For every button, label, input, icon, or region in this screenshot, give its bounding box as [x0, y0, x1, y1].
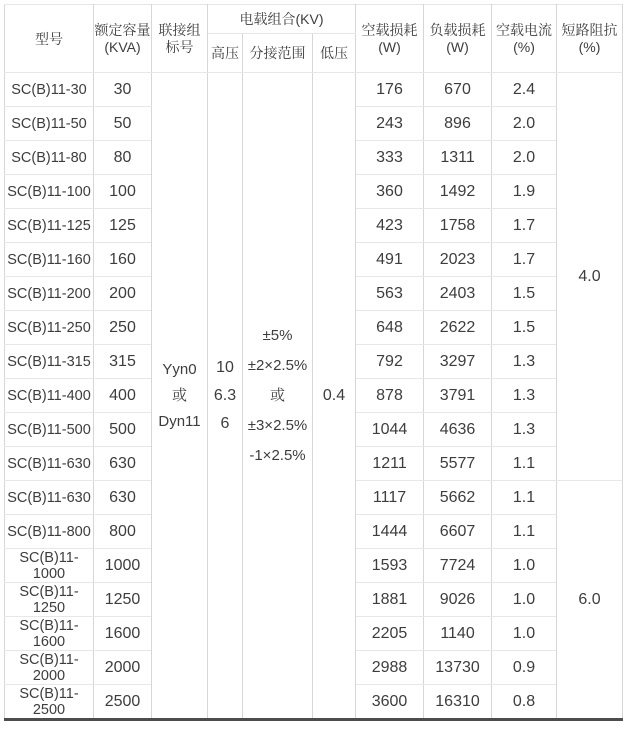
cell-no-load-current: 1.3 [492, 379, 557, 413]
cell-load-loss: 6607 [424, 515, 492, 549]
cell-load-loss: 3297 [424, 345, 492, 379]
cell-no-load-loss: 1211 [356, 447, 424, 481]
cell-model: SC(B)11-500 [5, 413, 94, 447]
cell-impedance-group2-merged: 6.0 [557, 481, 623, 720]
cell-no-load-loss: 648 [356, 311, 424, 345]
cell-capacity: 500 [94, 413, 152, 447]
header-tap-range: 分接范围 [243, 34, 313, 73]
cell-capacity: 630 [94, 447, 152, 481]
cell-tap-range-merged-line-4: ±3×2.5% [247, 416, 308, 434]
header-hv: 高压 [208, 34, 243, 73]
header-connection-line2: 标号 [165, 38, 194, 55]
cell-load-loss: 9026 [424, 583, 492, 617]
cell-no-load-loss: 878 [356, 379, 424, 413]
cell-load-loss: 1140 [424, 617, 492, 651]
header-impedance-line2: (%) [578, 38, 601, 55]
header-capacity-line2: (KVA) [104, 38, 141, 55]
cell-load-loss: 7724 [424, 549, 492, 583]
cell-no-load-loss: 176 [356, 73, 424, 107]
cell-load-loss: 1311 [424, 141, 492, 175]
cell-tap-range-merged-line-5: -1×2.5% [249, 446, 306, 464]
cell-no-load-loss: 3600 [356, 685, 424, 720]
header-no-load-current-line2: (%) [513, 38, 535, 55]
cell-hv-merged-line-3: 6 [220, 414, 230, 432]
cell-tap-range-merged [243, 73, 313, 720]
cell-load-loss: 2023 [424, 243, 492, 277]
cell-no-load-loss: 2205 [356, 617, 424, 651]
cell-no-load-loss: 243 [356, 107, 424, 141]
cell-no-load-loss: 1117 [356, 481, 424, 515]
header-load-loss [424, 5, 492, 73]
header-capacity-line1: 额定容量 [94, 21, 151, 38]
cell-load-loss: 670 [424, 73, 492, 107]
header-no-load-loss-line2: (W) [378, 38, 401, 55]
cell-model: SC(B)11-125 [5, 209, 94, 243]
cell-capacity: 800 [94, 515, 152, 549]
cell-capacity: 80 [94, 141, 152, 175]
header-no-load-loss [356, 5, 424, 73]
cell-model: SC(B)11-80 [5, 141, 94, 175]
cell-no-load-loss: 792 [356, 345, 424, 379]
cell-no-load-current: 1.9 [492, 175, 557, 209]
cell-model: SC(B)11-1250 [5, 583, 94, 617]
cell-no-load-loss: 1444 [356, 515, 424, 549]
header-capacity [94, 5, 152, 73]
cell-impedance-group1-merged: 4.0 [557, 73, 623, 481]
cell-no-load-current: 1.7 [492, 243, 557, 277]
cell-no-load-loss: 423 [356, 209, 424, 243]
cell-lv-merged: 0.4 [313, 73, 356, 720]
cell-no-load-current: 1.0 [492, 549, 557, 583]
header-load-loss-line2: (W) [446, 38, 469, 55]
cell-capacity: 400 [94, 379, 152, 413]
header-load-loss-line1: 负载损耗 [429, 21, 486, 38]
cell-load-loss: 1758 [424, 209, 492, 243]
cell-tap-range-merged-line-1: ±5% [262, 326, 293, 344]
cell-no-load-loss: 563 [356, 277, 424, 311]
cell-capacity: 1600 [94, 617, 152, 651]
cell-capacity: 2500 [94, 685, 152, 720]
cell-no-load-loss: 1593 [356, 549, 424, 583]
header-no-load-current [492, 5, 557, 73]
cell-model: SC(B)11-630 [5, 481, 94, 515]
header-model: 型号 [5, 5, 94, 73]
cell-no-load-loss: 1881 [356, 583, 424, 617]
cell-connection-group-merged-line-1: Yyn0 [162, 360, 197, 378]
cell-capacity: 250 [94, 311, 152, 345]
cell-no-load-loss: 360 [356, 175, 424, 209]
cell-model: SC(B)11-50 [5, 107, 94, 141]
cell-load-loss: 2403 [424, 277, 492, 311]
cell-load-loss: 2622 [424, 311, 492, 345]
cell-tap-range-merged-line-3: 或 [269, 386, 285, 404]
cell-model: SC(B)11-250 [5, 311, 94, 345]
cell-model: SC(B)11-400 [5, 379, 94, 413]
cell-model: SC(B)11-1000 [5, 549, 94, 583]
cell-no-load-current: 1.1 [492, 447, 557, 481]
cell-model: SC(B)11-30 [5, 73, 94, 107]
cell-no-load-current: 1.0 [492, 583, 557, 617]
cell-connection-group-merged-line-2: 或 [171, 386, 187, 404]
header-no-load-loss-line1: 空载损耗 [361, 21, 418, 38]
cell-hv-merged-line-2: 6.3 [213, 386, 237, 404]
cell-no-load-loss: 2988 [356, 651, 424, 685]
cell-capacity: 125 [94, 209, 152, 243]
cell-capacity: 200 [94, 277, 152, 311]
cell-load-loss: 1492 [424, 175, 492, 209]
cell-no-load-current: 1.3 [492, 413, 557, 447]
cell-capacity: 315 [94, 345, 152, 379]
cell-model: SC(B)11-160 [5, 243, 94, 277]
cell-no-load-current: 2.0 [492, 107, 557, 141]
cell-model: SC(B)11-100 [5, 175, 94, 209]
cell-hv-merged [208, 73, 243, 720]
header-connection-line1: 联接组 [158, 21, 201, 38]
cell-no-load-current: 1.5 [492, 277, 557, 311]
cell-hv-merged-line-1: 10 [216, 358, 234, 376]
cell-capacity: 1000 [94, 549, 152, 583]
cell-capacity: 160 [94, 243, 152, 277]
cell-connection-group-merged [152, 73, 208, 720]
cell-model: SC(B)11-315 [5, 345, 94, 379]
header-no-load-current-line1: 空载电流 [496, 21, 553, 38]
cell-no-load-current: 2.0 [492, 141, 557, 175]
cell-capacity: 1250 [94, 583, 152, 617]
cell-model: SC(B)11-630 [5, 447, 94, 481]
cell-load-loss: 5662 [424, 481, 492, 515]
cell-capacity: 100 [94, 175, 152, 209]
header-row-top [5, 5, 623, 34]
cell-no-load-loss: 491 [356, 243, 424, 277]
cell-model: SC(B)11-200 [5, 277, 94, 311]
header-connection-group [152, 5, 208, 73]
cell-load-loss: 3791 [424, 379, 492, 413]
cell-connection-group-merged-line-3: Dyn11 [158, 412, 201, 430]
cell-no-load-current: 1.3 [492, 345, 557, 379]
cell-no-load-current: 1.0 [492, 617, 557, 651]
cell-load-loss: 16310 [424, 685, 492, 720]
cell-no-load-current: 1.7 [492, 209, 557, 243]
table-header [5, 5, 623, 73]
cell-no-load-current: 2.4 [492, 73, 557, 107]
cell-no-load-current: 1.1 [492, 481, 557, 515]
transformer-spec-table [4, 4, 623, 721]
header-impedance-line1: 短路阻抗 [561, 21, 618, 38]
cell-no-load-current: 1.5 [492, 311, 557, 345]
header-voltage-combo: 电载组合(KV) [208, 5, 356, 34]
cell-load-loss: 4636 [424, 413, 492, 447]
header-impedance [557, 5, 623, 73]
cell-tap-range-merged-line-2: ±2×2.5% [247, 356, 308, 374]
cell-capacity: 2000 [94, 651, 152, 685]
cell-load-loss: 5577 [424, 447, 492, 481]
cell-capacity: 50 [94, 107, 152, 141]
cell-model: SC(B)11-800 [5, 515, 94, 549]
cell-no-load-current: 0.8 [492, 685, 557, 720]
header-lv: 低压 [313, 34, 356, 73]
cell-load-loss: 896 [424, 107, 492, 141]
cell-no-load-loss: 1044 [356, 413, 424, 447]
cell-model: SC(B)11-2000 [5, 651, 94, 685]
cell-no-load-current: 1.1 [492, 515, 557, 549]
table-body [5, 73, 623, 720]
cell-capacity: 30 [94, 73, 152, 107]
cell-no-load-current: 0.9 [492, 651, 557, 685]
table-row [5, 73, 623, 107]
cell-capacity: 630 [94, 481, 152, 515]
cell-no-load-loss: 333 [356, 141, 424, 175]
cell-model: SC(B)11-1600 [5, 617, 94, 651]
cell-load-loss: 13730 [424, 651, 492, 685]
cell-model: SC(B)11-2500 [5, 685, 94, 720]
